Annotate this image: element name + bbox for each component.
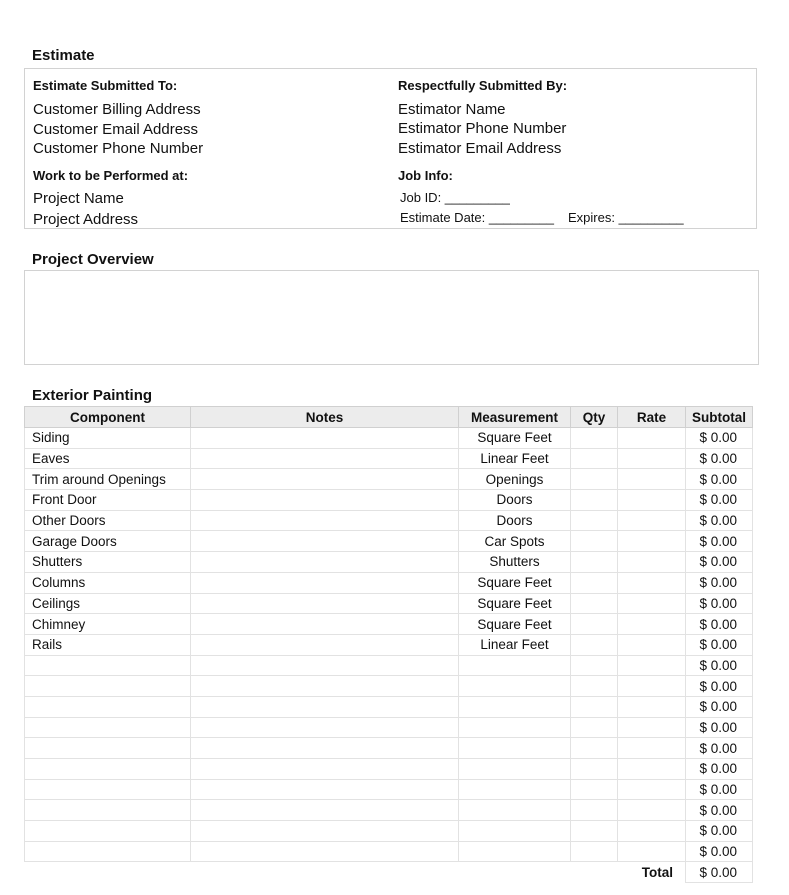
project-overview-box[interactable]	[24, 270, 759, 365]
row-component-cell[interactable]: Garage Doors	[25, 531, 191, 552]
row-component-cell[interactable]	[25, 655, 191, 676]
estimator-phone-number[interactable]: Estimator Phone Number	[398, 120, 567, 137]
row-measurement-cell[interactable]: Square Feet	[459, 614, 571, 635]
submitted-to-heading: Estimate Submitted To:	[33, 78, 178, 93]
row-component-cell[interactable]	[25, 676, 191, 697]
row-notes-cell[interactable]	[191, 634, 459, 655]
row-component-cell[interactable]	[25, 841, 191, 862]
row-qty-cell[interactable]	[571, 759, 618, 780]
row-qty-cell[interactable]	[571, 696, 618, 717]
table-row	[25, 469, 753, 490]
row-component-cell[interactable]: Front Door	[25, 490, 191, 511]
row-subtotal-cell: $ 0.00	[686, 572, 753, 593]
row-rate-cell[interactable]	[618, 841, 686, 862]
row-subtotal-cell: $ 0.00	[686, 676, 753, 697]
row-component-cell[interactable]: Siding	[25, 428, 191, 449]
row-measurement-cell[interactable]: Square Feet	[459, 572, 571, 593]
row-notes-cell[interactable]	[191, 676, 459, 697]
row-qty-cell[interactable]	[571, 469, 618, 490]
row-qty-cell[interactable]	[571, 552, 618, 573]
row-measurement-cell[interactable]	[459, 841, 571, 862]
table-row	[25, 448, 753, 469]
exterior-painting-title: Exterior Painting	[32, 387, 153, 404]
project-address[interactable]: Project Address	[33, 211, 139, 228]
column-header-component: Component	[25, 407, 191, 428]
table-row	[25, 510, 753, 531]
customer-phone-number[interactable]: Customer Phone Number	[33, 140, 204, 157]
row-rate-cell[interactable]	[618, 800, 686, 821]
row-subtotal-cell: $ 0.00	[686, 428, 753, 449]
row-measurement-cell[interactable]: Doors	[459, 510, 571, 531]
row-component-cell[interactable]: Shutters	[25, 552, 191, 573]
estimator-email-address[interactable]: Estimator Email Address	[398, 140, 562, 157]
row-measurement-cell[interactable]	[459, 717, 571, 738]
row-rate-cell[interactable]	[618, 634, 686, 655]
total-label: Total	[641, 865, 673, 881]
row-subtotal-cell: $ 0.00	[686, 490, 753, 511]
row-rate-cell[interactable]	[618, 821, 686, 842]
row-measurement-cell[interactable]: Car Spots	[459, 531, 571, 552]
row-notes-cell[interactable]	[191, 428, 459, 449]
row-component-cell[interactable]	[25, 779, 191, 800]
row-qty-cell[interactable]	[571, 510, 618, 531]
row-measurement-cell[interactable]	[459, 779, 571, 800]
table-row	[25, 821, 753, 842]
table-row	[25, 676, 753, 697]
row-qty-cell[interactable]	[571, 572, 618, 593]
job-id-field[interactable]: Job ID: _________	[400, 190, 510, 205]
row-rate-cell[interactable]	[618, 614, 686, 635]
row-component-cell[interactable]	[25, 738, 191, 759]
row-rate-cell[interactable]	[618, 676, 686, 697]
table-row	[25, 490, 753, 511]
row-measurement-cell[interactable]	[459, 655, 571, 676]
exterior-painting-table	[24, 406, 753, 883]
row-component-cell[interactable]	[25, 800, 191, 821]
table-row	[25, 696, 753, 717]
row-notes-cell[interactable]	[191, 821, 459, 842]
table-row	[25, 572, 753, 593]
estimate-date-field[interactable]: Estimate Date: _________	[400, 210, 554, 225]
row-rate-cell[interactable]	[618, 490, 686, 511]
row-rate-cell[interactable]	[618, 469, 686, 490]
row-measurement-cell[interactable]: Square Feet	[459, 593, 571, 614]
row-measurement-cell[interactable]: Shutters	[459, 552, 571, 573]
row-component-cell[interactable]	[25, 821, 191, 842]
row-rate-cell[interactable]	[618, 510, 686, 531]
row-notes-cell[interactable]	[191, 572, 459, 593]
column-header-qty: Qty	[571, 407, 618, 428]
table-row	[25, 531, 753, 552]
table-row	[25, 841, 753, 862]
table-row	[25, 717, 753, 738]
row-notes-cell[interactable]	[191, 593, 459, 614]
row-component-cell[interactable]: Trim around Openings	[25, 469, 191, 490]
row-qty-cell[interactable]	[571, 717, 618, 738]
project-name[interactable]: Project Name	[33, 190, 124, 207]
submitted-by-heading: Respectfully Submitted By:	[398, 78, 568, 93]
column-header-subtotal: Subtotal	[686, 407, 753, 428]
row-subtotal-cell: $ 0.00	[686, 821, 753, 842]
row-qty-cell[interactable]	[571, 428, 618, 449]
row-measurement-cell[interactable]: Doors	[459, 490, 571, 511]
project-overview-title: Project Overview	[32, 251, 154, 268]
row-measurement-cell[interactable]	[459, 696, 571, 717]
table-row	[25, 428, 753, 449]
row-subtotal-cell: $ 0.00	[686, 759, 753, 780]
customer-billing-address[interactable]: Customer Billing Address	[33, 101, 201, 118]
expires-field[interactable]: Expires: _________	[568, 210, 684, 225]
row-component-cell[interactable]: Rails	[25, 634, 191, 655]
row-subtotal-cell: $ 0.00	[686, 634, 753, 655]
column-header-measurement: Measurement	[459, 407, 571, 428]
table-row	[25, 800, 753, 821]
row-subtotal-cell: $ 0.00	[686, 552, 753, 573]
row-rate-cell[interactable]	[618, 552, 686, 573]
work-at-heading: Work to be Performed at:	[33, 168, 189, 183]
row-rate-cell[interactable]	[618, 717, 686, 738]
row-measurement-cell[interactable]: Linear Feet	[459, 634, 571, 655]
row-subtotal-cell: $ 0.00	[686, 614, 753, 635]
row-component-cell[interactable]	[25, 717, 191, 738]
row-rate-cell[interactable]	[618, 448, 686, 469]
row-rate-cell[interactable]	[618, 428, 686, 449]
row-qty-cell[interactable]	[571, 676, 618, 697]
row-subtotal-cell: $ 0.00	[686, 593, 753, 614]
row-notes-cell[interactable]	[191, 469, 459, 490]
row-notes-cell[interactable]	[191, 800, 459, 821]
row-subtotal-cell: $ 0.00	[686, 696, 753, 717]
row-subtotal-cell: $ 0.00	[686, 469, 753, 490]
row-measurement-cell[interactable]	[459, 759, 571, 780]
row-qty-cell[interactable]	[571, 614, 618, 635]
table-row	[25, 552, 753, 573]
total-value: $ 0.00	[686, 862, 753, 883]
row-qty-cell[interactable]	[571, 800, 618, 821]
row-qty-cell[interactable]	[571, 821, 618, 842]
row-qty-cell[interactable]	[571, 738, 618, 759]
row-component-cell[interactable]	[25, 696, 191, 717]
row-qty-cell[interactable]	[571, 490, 618, 511]
estimator-name[interactable]: Estimator Name	[398, 101, 506, 118]
row-subtotal-cell: $ 0.00	[686, 448, 753, 469]
row-component-cell[interactable]	[25, 759, 191, 780]
table-row	[25, 655, 753, 676]
column-header-rate: Rate	[618, 407, 686, 428]
table-row	[25, 593, 753, 614]
row-measurement-cell[interactable]	[459, 676, 571, 697]
row-rate-cell[interactable]	[618, 531, 686, 552]
row-qty-cell[interactable]	[571, 448, 618, 469]
row-notes-cell[interactable]	[191, 552, 459, 573]
row-subtotal-cell: $ 0.00	[686, 841, 753, 862]
row-rate-cell[interactable]	[618, 759, 686, 780]
row-qty-cell[interactable]	[571, 593, 618, 614]
row-rate-cell[interactable]	[618, 779, 686, 800]
row-notes-cell[interactable]	[191, 779, 459, 800]
row-measurement-cell[interactable]	[459, 738, 571, 759]
row-subtotal-cell: $ 0.00	[686, 738, 753, 759]
row-notes-cell[interactable]	[191, 448, 459, 469]
row-component-cell[interactable]: Columns	[25, 572, 191, 593]
row-measurement-cell[interactable]: Square Feet	[459, 428, 571, 449]
row-rate-cell[interactable]	[618, 738, 686, 759]
row-notes-cell[interactable]	[191, 696, 459, 717]
row-rate-cell[interactable]	[618, 572, 686, 593]
table-row	[25, 779, 753, 800]
row-notes-cell[interactable]	[191, 490, 459, 511]
row-measurement-cell[interactable]: Openings	[459, 469, 571, 490]
row-notes-cell[interactable]	[191, 759, 459, 780]
table-row	[25, 614, 753, 635]
row-qty-cell[interactable]	[571, 634, 618, 655]
row-subtotal-cell: $ 0.00	[686, 779, 753, 800]
row-rate-cell[interactable]	[618, 593, 686, 614]
row-notes-cell[interactable]	[191, 510, 459, 531]
row-notes-cell[interactable]	[191, 717, 459, 738]
row-subtotal-cell: $ 0.00	[686, 800, 753, 821]
row-subtotal-cell: $ 0.00	[686, 510, 753, 531]
row-subtotal-cell: $ 0.00	[686, 531, 753, 552]
row-notes-cell[interactable]	[191, 841, 459, 862]
row-measurement-cell[interactable]: Linear Feet	[459, 448, 571, 469]
column-header-notes: Notes	[191, 407, 459, 428]
total-row	[25, 862, 753, 883]
table-header-row	[25, 407, 753, 428]
table-row	[25, 738, 753, 759]
row-component-cell[interactable]: Chimney	[25, 614, 191, 635]
row-rate-cell[interactable]	[618, 655, 686, 676]
row-component-cell[interactable]: Other Doors	[25, 510, 191, 531]
row-notes-cell[interactable]	[191, 614, 459, 635]
table-row	[25, 759, 753, 780]
row-qty-cell[interactable]	[571, 841, 618, 862]
row-measurement-cell[interactable]	[459, 800, 571, 821]
row-qty-cell[interactable]	[571, 779, 618, 800]
row-rate-cell[interactable]	[618, 696, 686, 717]
table-row	[25, 634, 753, 655]
row-qty-cell[interactable]	[571, 655, 618, 676]
row-component-cell[interactable]: Eaves	[25, 448, 191, 469]
row-component-cell[interactable]: Ceilings	[25, 593, 191, 614]
row-notes-cell[interactable]	[191, 655, 459, 676]
page-title: Estimate	[32, 47, 95, 64]
row-subtotal-cell: $ 0.00	[686, 717, 753, 738]
job-info-heading: Job Info:	[398, 168, 453, 183]
row-notes-cell[interactable]	[191, 738, 459, 759]
row-qty-cell[interactable]	[571, 531, 618, 552]
row-notes-cell[interactable]	[191, 531, 459, 552]
row-subtotal-cell: $ 0.00	[686, 655, 753, 676]
customer-email-address[interactable]: Customer Email Address	[33, 121, 199, 138]
row-measurement-cell[interactable]	[459, 821, 571, 842]
